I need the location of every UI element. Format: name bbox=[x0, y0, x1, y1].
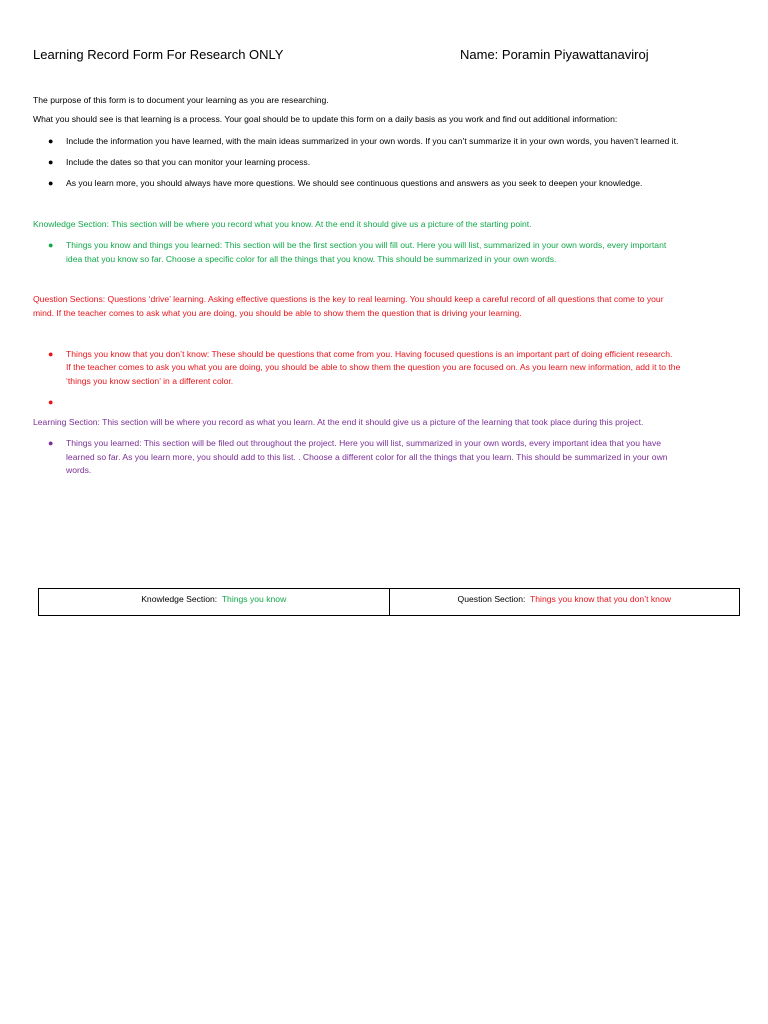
knowledge-bullet-line-2: idea that you know so far. Choose a specific color for all the things that you know. This should be summarized in your own words. bbox=[66, 254, 557, 264]
form-title: Learning Record Form For Research ONLY bbox=[33, 47, 284, 62]
learning-bullet-line-1: Things you learned: This section will be filed out throughout the project. Here you will list, summarized in your own words, every important idea that you have bbox=[66, 438, 662, 448]
question-heading-line-2: mind. If the teacher comes to ask what you are doing, you should be able to show them the question that is driving your learning. bbox=[33, 308, 522, 318]
question-column-header bbox=[389, 589, 740, 615]
knowledge-column-label: Knowledge Section: bbox=[141, 594, 218, 604]
learning-heading: Learning Section: This section will be where you record as what you learn. At the end it should give us a picture of the learning that took place during this project. bbox=[33, 417, 644, 427]
knowledge-bullet-line-1: Things you know and things you learned: This section will be the first section you will fill out. Here you will list, summarized in your own words, every important bbox=[66, 240, 667, 250]
bullet-dot-icon: ● bbox=[48, 136, 54, 146]
intro-bullet-3: As you learn more, you should always have more questions. We should see continuous questions and answers as you seek to deepen your knowledge. bbox=[66, 178, 643, 188]
question-bullet-line-2: If the teacher comes to ask you what you are doing, you should be able to show them the question you are focused on. As you learn new information, add it to the bbox=[66, 362, 681, 372]
question-column-value: Things you know that you don’t know bbox=[530, 594, 671, 604]
page-header bbox=[33, 47, 735, 65]
empty-bullet-dot-icon: ● bbox=[48, 397, 54, 407]
knowledge-column-header bbox=[39, 589, 389, 615]
intro-bullet-2: Include the dates so that you can monitor your learning process. bbox=[66, 157, 311, 167]
learning-bullet-line-3: words. bbox=[66, 465, 92, 475]
knowledge-column-value: Things you know bbox=[221, 594, 287, 604]
bullet-dot-icon: ● bbox=[48, 178, 54, 188]
learning-bullet-line-2: learned so far. As you learn more, you should add to this list. . Choose a different color for all the things that you learn. This should be summarized in your own bbox=[66, 452, 668, 462]
knowledge-heading: Knowledge Section: This section will be where you record what you know. At the end it should give us a picture of the starting point. bbox=[33, 219, 532, 229]
purpose-paragraph: The purpose of this form is to document your learning as you are researching. bbox=[33, 95, 329, 105]
question-column-label: Question Section: bbox=[457, 594, 526, 604]
what-paragraph: What you should see is that learning is a process. Your goal should be to update this form on a daily basis as you work and find out additional information: bbox=[33, 114, 618, 124]
bullet-dot-icon: ● bbox=[48, 349, 54, 359]
bullet-dot-icon: ● bbox=[48, 157, 54, 167]
record-table bbox=[38, 588, 740, 616]
question-heading-line-1: Question Sections: Questions ‘drive’ learning. Asking effective questions is the key to real learning. You should keep a careful record of all questions that come to your bbox=[33, 294, 664, 304]
question-bullet-line-3: ‘things you know section’ in a different color. bbox=[66, 376, 234, 386]
bullet-dot-icon: ● bbox=[48, 240, 54, 250]
bullet-dot-icon: ● bbox=[48, 438, 54, 448]
student-name: Name: Poramin Piyawattanaviroj bbox=[460, 47, 649, 62]
question-bullet-line-1: Things you know that you don’t know: These should be questions that come from you. Having focused questions is an important part of doing efficient research. bbox=[66, 349, 673, 359]
intro-bullet-1: Include the information you have learned, with the main ideas summarized in your own words. If you can’t summarize it in your own words, you haven’t learned it. bbox=[66, 136, 679, 146]
